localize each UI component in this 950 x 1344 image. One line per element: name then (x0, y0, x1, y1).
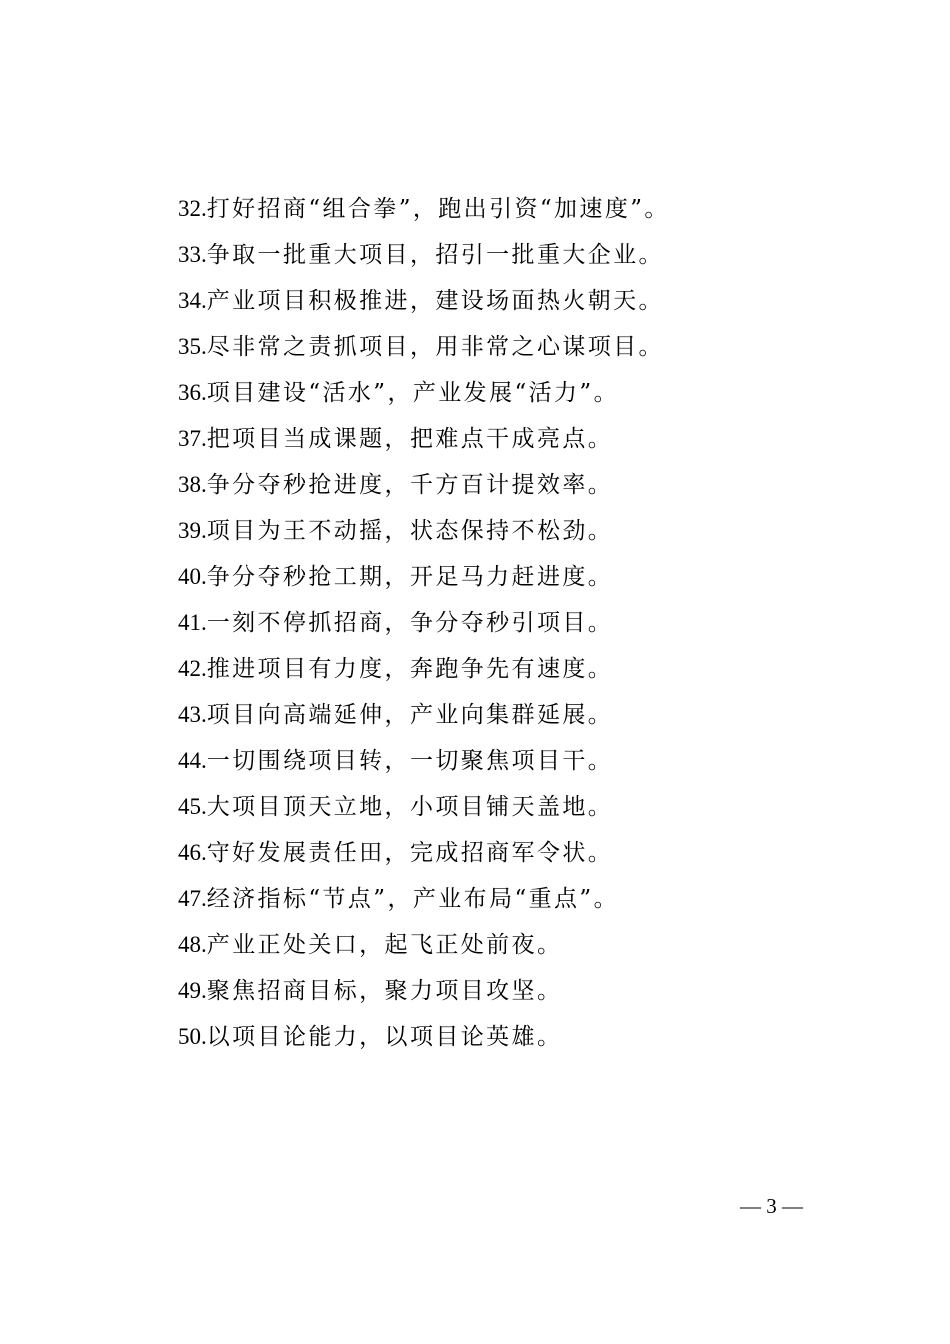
list-item (178, 324, 878, 370)
list-item (178, 968, 878, 1014)
item-text: 产业项目积极推进，建设场面热火朝天。 (206, 288, 664, 314)
item-number: 33. (178, 242, 207, 267)
item-number: 48. (178, 932, 207, 957)
page-number: — 3 — (740, 1194, 803, 1218)
item-number: 37. (178, 426, 207, 451)
item-text: 一刻不停抓招商，争分夺秒引项目。 (206, 610, 614, 636)
list-item (178, 278, 878, 324)
item-number: 43. (178, 702, 207, 727)
item-number: 35. (178, 334, 207, 359)
item-text: 争取一批重大项目，招引一批重大企业。 (206, 242, 664, 268)
item-text: 打好招商“组合拳”，跑出引资“加速度”。 (206, 196, 670, 222)
list-item (178, 784, 878, 830)
list-item (178, 462, 878, 508)
item-number: 49. (178, 978, 207, 1003)
item-number: 47. (178, 886, 207, 911)
item-number: 50. (178, 1024, 207, 1049)
item-text: 大项目顶天立地，小项目铺天盖地。 (206, 794, 614, 820)
list-item (178, 232, 878, 278)
item-number: 45. (178, 794, 207, 819)
item-text: 经济指标“节点”，产业布局“重点”。 (206, 886, 619, 912)
item-number: 32. (178, 196, 207, 221)
item-text: 项目为王不动摇，状态保持不松劲。 (206, 518, 614, 544)
list-item (178, 646, 878, 692)
list-item (178, 370, 878, 416)
item-text: 争分夺秒抢工期，开足马力赶进度。 (206, 564, 614, 590)
item-text: 一切围绕项目转，一切聚焦项目干。 (206, 748, 614, 774)
list-item (178, 554, 878, 600)
item-number: 44. (178, 748, 207, 773)
list-item (178, 692, 878, 738)
item-text: 产业正处关口，起飞正处前夜。 (206, 932, 563, 958)
item-text: 以项目论能力，以项目论英雄。 (206, 1024, 563, 1050)
slogan-list (178, 186, 878, 1060)
item-text: 争分夺秒抢进度，千方百计提效率。 (206, 472, 614, 498)
list-item (178, 416, 878, 462)
list-item (178, 1014, 878, 1060)
item-text: 守好发展责任田，完成招商军令状。 (206, 840, 614, 866)
item-number: 38. (178, 472, 207, 497)
item-text: 聚焦招商目标，聚力项目攻坚。 (206, 978, 563, 1004)
item-number: 42. (178, 656, 207, 681)
item-text: 尽非常之责抓项目，用非常之心谋项目。 (206, 334, 664, 360)
list-item (178, 738, 878, 784)
item-number: 34. (178, 288, 207, 313)
item-text: 项目向高端延伸，产业向集群延展。 (206, 702, 614, 728)
item-number: 36. (178, 380, 207, 405)
list-item (178, 186, 878, 232)
list-item (178, 922, 878, 968)
item-number: 46. (178, 840, 207, 865)
item-text: 项目建设“活水”，产业发展“活力”。 (206, 380, 619, 406)
list-item (178, 830, 878, 876)
item-number: 39. (178, 518, 207, 543)
list-item (178, 508, 878, 554)
item-number: 41. (178, 610, 207, 635)
list-item (178, 600, 878, 646)
item-text: 推进项目有力度，奔跑争先有速度。 (206, 656, 614, 682)
item-text: 把项目当成课题，把难点干成亮点。 (206, 426, 614, 452)
item-number: 40. (178, 564, 207, 589)
list-item (178, 876, 878, 922)
